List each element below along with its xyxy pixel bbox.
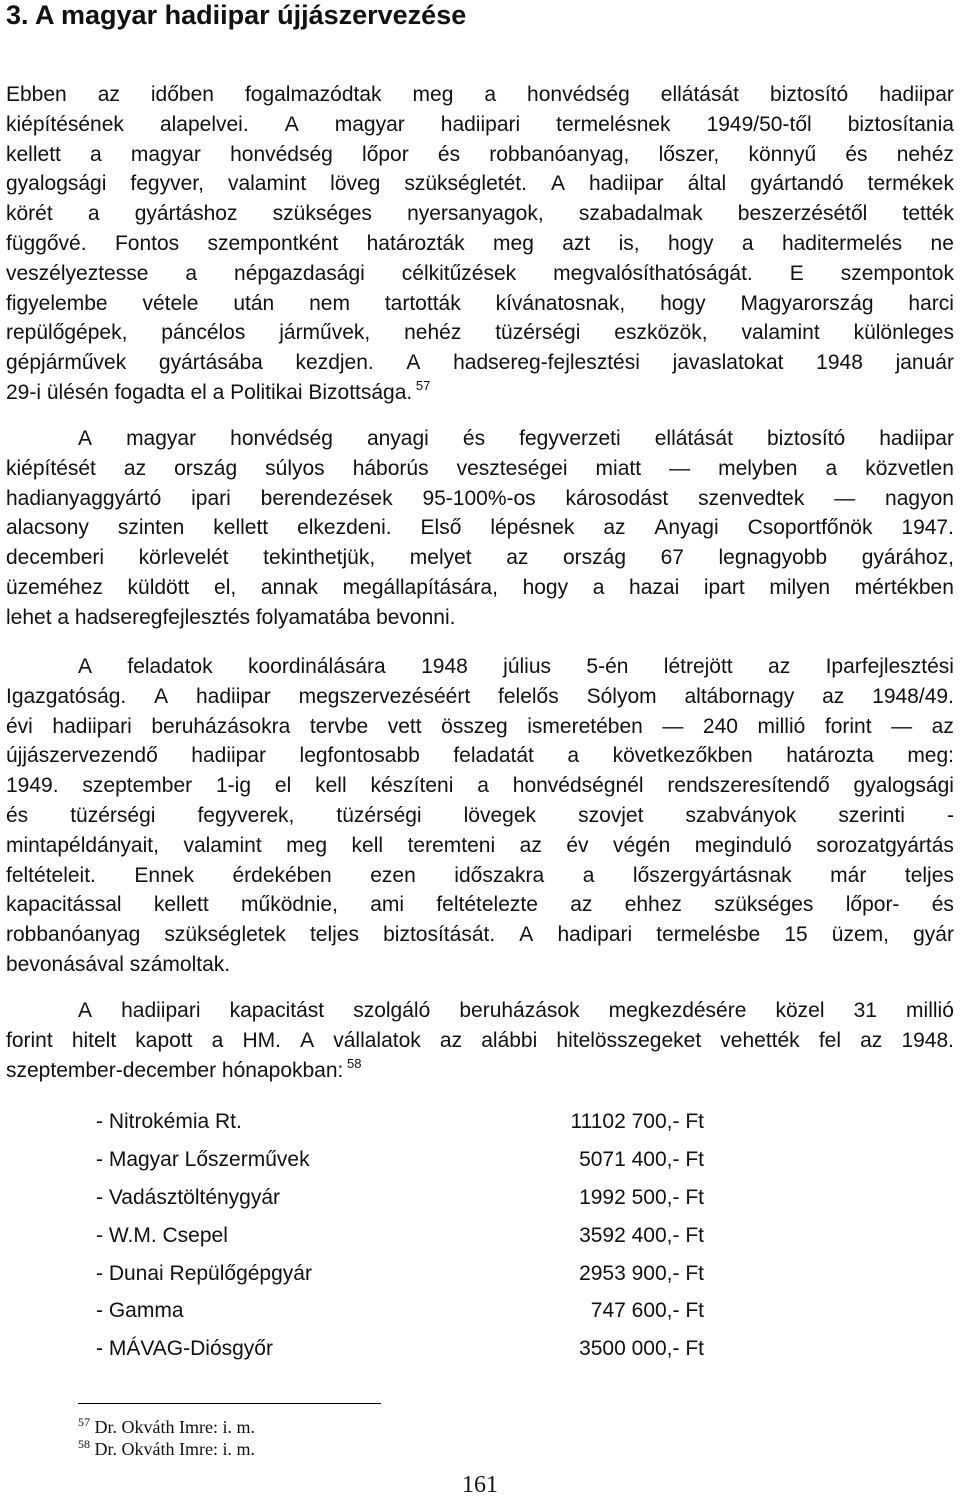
list-item	[96, 1292, 716, 1330]
text-line: gyalogsági fegyver, valamint löveg szükségletét. A hadiipar által gyártandó termékek	[6, 172, 954, 196]
text-line: és tüzérségi fegyverek, tüzérségi lövegek szovjet szabványok szerinti -	[6, 803, 954, 827]
text-line: mintapéldányait, valamint meg kell teremteni az év végén meginduló sorozatgyártás	[6, 833, 954, 857]
text-line: hadianyaggyártó ipari berendezések 95-100%-os károsodást szenvedtek — nagyon	[6, 486, 954, 510]
text-line: bevonásával számoltak.	[6, 952, 231, 976]
credit-allocation-list	[96, 1103, 716, 1368]
text-line: A feladatok koordinálására 1948 július 5-én létrejött az Iparfejlesztési	[78, 655, 954, 678]
text-line: alacsony szinten kellett elkezdeni. Első lépésnek az Anyagi Csoportfőnök 1947.	[6, 516, 954, 540]
text-line: feltételeit. Ennek érdekében ezen időszakra a lőszergyártásnak már teljes	[6, 863, 954, 887]
paragraph-2	[6, 424, 954, 633]
text-line: lehet a hadseregfejlesztés folyamatába bevonni.	[6, 605, 456, 629]
footnote	[78, 1416, 255, 1438]
footnote-number: 58	[78, 1437, 90, 1451]
text-line: kapacitással kellett működnie, ami feltételezte az ehhez szükséges lőpor- és	[6, 893, 954, 917]
footnotes	[78, 1416, 255, 1460]
section-heading: 3. A magyar hadiipar újjászervezése	[6, 0, 467, 30]
text-line: gépjárművek gyártásába kezdjen. A hadsereg-fejlesztési javaslatokat 1948 január	[6, 351, 954, 375]
text-line: 1949. szeptember 1-ig el kell készíteni a honvédségnél rendszeresítendő gyalogsági	[6, 774, 954, 798]
text-line: A magyar honvédség anyagi és fegyverzeti ellátását biztosító hadiipar	[78, 427, 954, 450]
text-line: Ebben az időben fogalmazódtak meg a honvédség ellátását biztosító hadiipar	[6, 83, 954, 106]
footnote	[78, 1438, 255, 1460]
company-name: - Dunai Repülőgépgyár	[96, 1261, 312, 1285]
text-line: körét a gyártáshoz szükséges nyersanyagok, szabadalmak beszerzésétől tették	[6, 202, 954, 226]
footnote-separator	[78, 1403, 381, 1404]
text-line: évi hadiipari beruházásokra tervbe vett összeg ismeretében — 240 millió forint — az	[6, 714, 954, 738]
text-line: A hadiipari kapacitást szolgáló beruházások megkezdésére közel 31 millió	[78, 999, 954, 1022]
page-number: 161	[462, 1472, 498, 1498]
text-line: forint hitelt kapott a HM. A vállalatok az alábbi hitelösszegeket vehették fel az 1948.	[6, 1028, 954, 1052]
company-name: - W.M. Csepel	[96, 1223, 228, 1247]
text-line: robbanóanyag szükségletek teljes biztosítását. A hadipari termelésbe 15 üzem, gyár	[6, 923, 954, 947]
text-line: decemberi körlevelét tekinthetjük, melyet az ország 67 legnagyobb gyárához,	[6, 546, 954, 570]
footnote-ref: 58	[343, 1055, 362, 1071]
list-item	[96, 1141, 716, 1179]
footnote-text: Dr. Okváth Imre: i. m.	[90, 1417, 255, 1437]
text-line: kiépítésének alapelvei. A magyar hadiipari termelésnek 1949/50-től biztosítania	[6, 112, 954, 136]
text-line: Igazgatóság. A hadiipar megszervezéséért felelős Sólyom altábornagy az 1948/49.	[6, 684, 954, 708]
text-line: kiépítését az ország súlyos háborús veszteségei miatt — melyben a közvetlen	[6, 456, 954, 480]
text-line: repülőgépek, páncélos járművek, nehéz tüzérségi eszközök, valamint különleges	[6, 321, 954, 345]
text-line: függővé. Fontos szempontként határozták meg azt is, hogy a haditermelés ne	[6, 231, 954, 255]
footnote-ref: 57	[412, 377, 431, 393]
text-line: veszélyeztesse a népgazdasági célkitűzések megvalósíthatóságát. E szempontok	[6, 261, 954, 285]
list-item	[96, 1103, 716, 1141]
list-item	[96, 1330, 716, 1368]
text-line: szeptember-december hónapokban: $^{58}$	[6, 1055, 362, 1082]
text-line: újjászervezendő hadiipar legfontosabb feladatát a következőkben határozta meg:	[6, 744, 954, 768]
text-line: üzeméhez küldött el, annak megállapítására, hogy a hazai ipart milyen mértékben	[6, 575, 954, 599]
list-item	[96, 1217, 716, 1255]
company-name: - Magyar Lőszerművek	[96, 1147, 310, 1171]
text-line: figyelembe vétele után nem tartották kívánatosnak, hogy Magyarország harci	[6, 291, 954, 315]
footnote-text: Dr. Okváth Imre: i. m.	[90, 1439, 255, 1459]
credit-amount: 5071 400,- Ft	[579, 1147, 704, 1171]
credit-amount: 1992 500,- Ft	[579, 1185, 704, 1209]
footnote-number: 57	[78, 1415, 90, 1429]
credit-amount: 3500 000,- Ft	[579, 1337, 704, 1361]
credit-amount: 11102 700,- Ft	[570, 1109, 704, 1133]
credit-amount: 747 600,- Ft	[590, 1299, 704, 1323]
credit-amount: 3592 400,- Ft	[579, 1223, 704, 1247]
paragraph-1	[6, 80, 954, 408]
text-line: kellett a magyar honvédség lőpor és robbanóanyag, lőszer, könnyű és nehéz	[6, 142, 954, 166]
list-item	[96, 1255, 716, 1293]
company-name: - Gamma	[96, 1299, 184, 1323]
text-line: 29-i ülésén fogadta el a Politikai Bizottsága. $^{57}$	[6, 377, 431, 404]
list-item	[96, 1179, 716, 1217]
paragraph-3	[6, 652, 954, 980]
credit-amount: 2953 900,- Ft	[579, 1261, 704, 1285]
company-name: - Nitrokémia Rt.	[96, 1109, 242, 1133]
company-name: - Vadásztölténygyár	[96, 1185, 281, 1209]
company-name: - MÁVAG-Diósgyőr	[96, 1337, 273, 1361]
paragraph-4	[6, 996, 954, 1085]
